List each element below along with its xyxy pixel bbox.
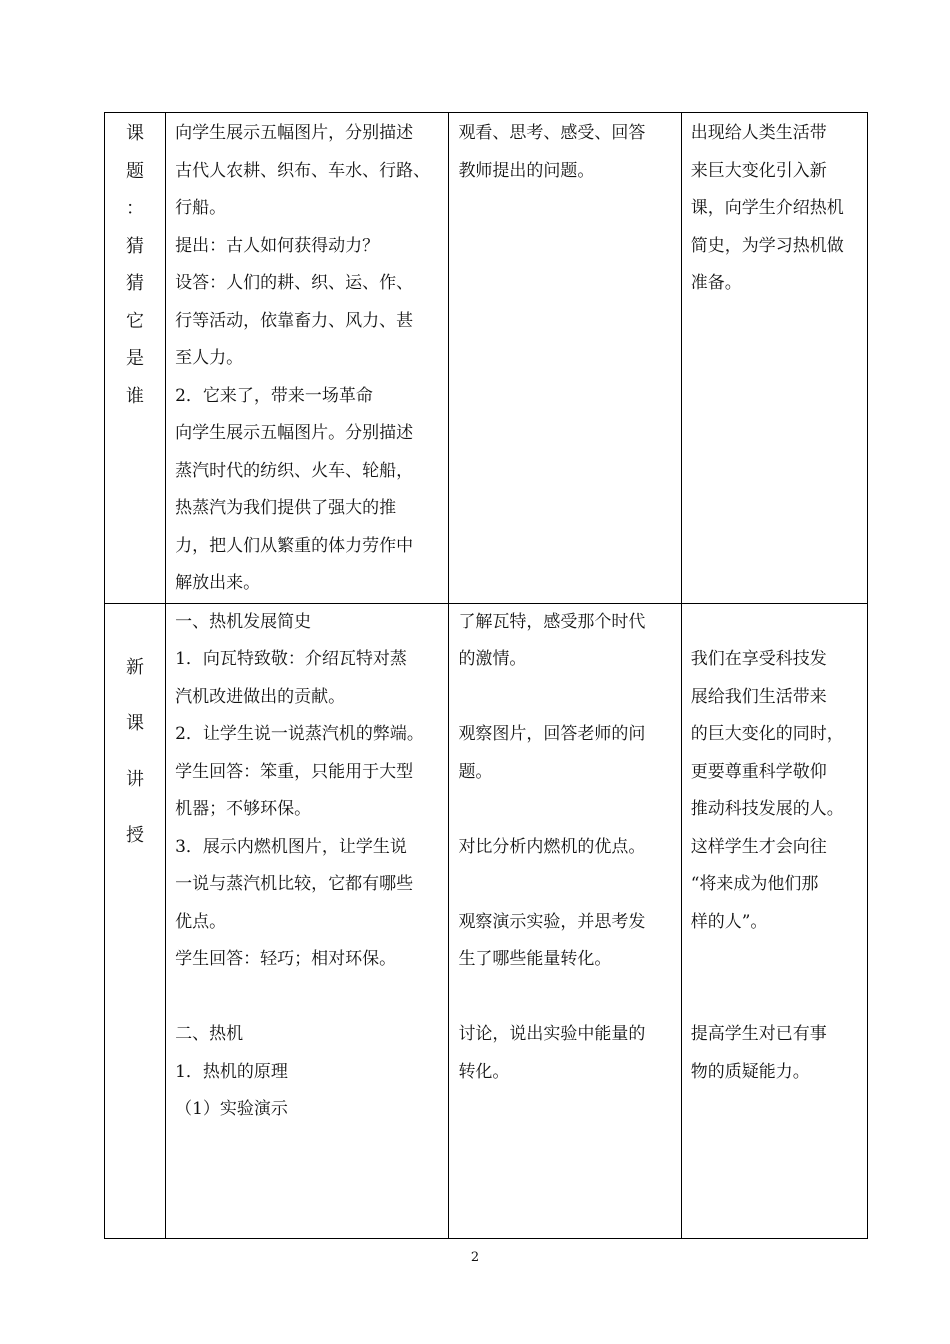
table-row xyxy=(105,603,868,1238)
text-line: 观察图片，回答老师的问 xyxy=(458,724,646,744)
text-line: （1）实验演示 xyxy=(175,1099,288,1119)
text-line: 机器；不够环保。 xyxy=(175,799,312,819)
text-line: 二、热机 xyxy=(175,1024,244,1044)
text-line: 2．让学生说一说蒸汽机的弊端。 xyxy=(175,724,424,744)
text-line xyxy=(458,979,678,1017)
text-line: 提出：古人如何获得动力？ xyxy=(175,235,380,256)
text-line: 教师提出的问题。 xyxy=(458,160,595,181)
text-line: 一说与蒸汽机比较，它都有哪些 xyxy=(175,874,414,894)
text-line: 我们在享受科技发 xyxy=(690,649,827,669)
text-line: ： xyxy=(126,198,145,219)
section-label-cell xyxy=(105,113,166,604)
text-line: 准备。 xyxy=(690,273,742,293)
student-activity-cell xyxy=(449,603,681,1238)
text-line: 热蒸汽为我们提供了强大的推 xyxy=(175,498,397,518)
text-line: 展给我们生活带来 xyxy=(690,686,827,707)
text-line xyxy=(458,791,678,829)
student-activity-text xyxy=(449,604,680,1092)
lesson-plan-table xyxy=(104,112,868,1239)
page-number: 2 xyxy=(470,1250,480,1265)
text-line: 课 xyxy=(126,123,145,144)
text-line: 简史，为学习热机做 xyxy=(690,235,844,256)
text-line: 出现给人类生活带 xyxy=(690,123,827,143)
teacher-activity-text xyxy=(166,604,448,1129)
text-line: 推动科技发展的人。 xyxy=(690,799,844,819)
text-line: 古代人农耕、织布、车水、行路、 xyxy=(175,160,431,181)
text-line xyxy=(691,979,865,1017)
text-line xyxy=(691,941,865,979)
text-line: 3．展示内燃机图片，让学生说 xyxy=(175,836,407,857)
section-label xyxy=(105,115,165,415)
text-line: 讲 xyxy=(126,768,145,790)
text-line: 课 xyxy=(126,712,145,734)
text-line: 学生回答：轻巧；相对环保。 xyxy=(175,949,397,969)
text-line xyxy=(458,866,678,904)
design-intent-text xyxy=(682,113,867,303)
text-line: 1．热机的原理 xyxy=(175,1061,288,1082)
text-line: 生了哪些能量转化。 xyxy=(458,949,612,969)
text-line: 力，把人们从繁重的体力劳作中 xyxy=(175,535,414,556)
text-line: 行等活动，依靠畜力、风力、甚 xyxy=(175,310,414,331)
text-line xyxy=(691,604,865,642)
teacher-activity-cell xyxy=(166,603,449,1238)
section-label-cell xyxy=(105,603,166,1238)
student-activity-text xyxy=(449,113,680,190)
student-activity-cell xyxy=(449,113,681,604)
text-line: 新 xyxy=(126,656,145,678)
text-line: 学生回答：笨重，只能用于大型 xyxy=(175,761,414,782)
text-line: 2．它来了，带来一场革命 xyxy=(175,385,373,406)
text-line: “将来成为他们那 xyxy=(690,874,819,894)
design-intent-text xyxy=(682,604,867,1092)
text-line: 它 xyxy=(126,310,145,332)
text-line: 对比分析内燃机的优点。 xyxy=(458,836,646,857)
text-line xyxy=(175,979,446,1017)
text-line: 题 xyxy=(126,160,145,182)
text-line: 设答：人们的耕、织、运、作、 xyxy=(175,273,414,293)
text-line: 观看、思考、感受、回答 xyxy=(458,123,646,143)
text-line: 一、热机发展简史 xyxy=(175,611,312,632)
design-intent-cell xyxy=(681,603,867,1238)
text-line: 的激情。 xyxy=(458,649,527,669)
text-line: 猜 xyxy=(126,235,145,257)
text-line xyxy=(458,679,678,717)
section-label xyxy=(105,640,165,864)
text-line: 蒸汽时代的纺织、火车、轮船， xyxy=(175,460,414,481)
text-line: 了解瓦特，感受那个时代 xyxy=(458,611,646,632)
text-line: 授 xyxy=(126,824,145,846)
text-line: 这样学生才会向往 xyxy=(690,836,827,857)
text-line: 谁 xyxy=(126,385,145,407)
text-line: 来巨大变化引入新 xyxy=(690,160,827,181)
text-line: 提高学生对已有事 xyxy=(690,1024,827,1044)
text-line: 行船。 xyxy=(175,198,227,218)
text-line: 汽机改进做出的贡献。 xyxy=(175,686,346,707)
text-line: 题。 xyxy=(458,761,493,782)
text-line: 至人力。 xyxy=(175,348,244,368)
text-line: 讨论，说出实验中能量的 xyxy=(458,1024,646,1044)
text-line: 转化。 xyxy=(458,1061,510,1082)
text-line: 课，向学生介绍热机 xyxy=(690,198,844,218)
text-line: 物的质疑能力。 xyxy=(690,1061,810,1082)
text-line: 的巨大变化的同时， xyxy=(690,724,844,744)
text-line: 1．向瓦特致敬：介绍瓦特对蒸 xyxy=(175,649,407,669)
text-line: 向学生展示五幅图片，分别描述 xyxy=(175,123,414,143)
text-line: 样的人”。 xyxy=(690,911,768,932)
text-line: 更要尊重科学敬仰 xyxy=(690,761,827,782)
teacher-activity-cell xyxy=(166,113,449,604)
text-line: 优点。 xyxy=(175,911,227,932)
text-line: 猜 xyxy=(126,273,145,294)
text-line: 向学生展示五幅图片。分别描述 xyxy=(175,423,414,443)
text-line: 解放出来。 xyxy=(175,573,261,593)
text-line: 观察演示实验，并思考发 xyxy=(458,911,646,932)
table-row xyxy=(105,113,868,604)
text-line: 是 xyxy=(126,348,145,369)
teacher-activity-text xyxy=(166,113,448,603)
design-intent-cell xyxy=(681,113,867,604)
